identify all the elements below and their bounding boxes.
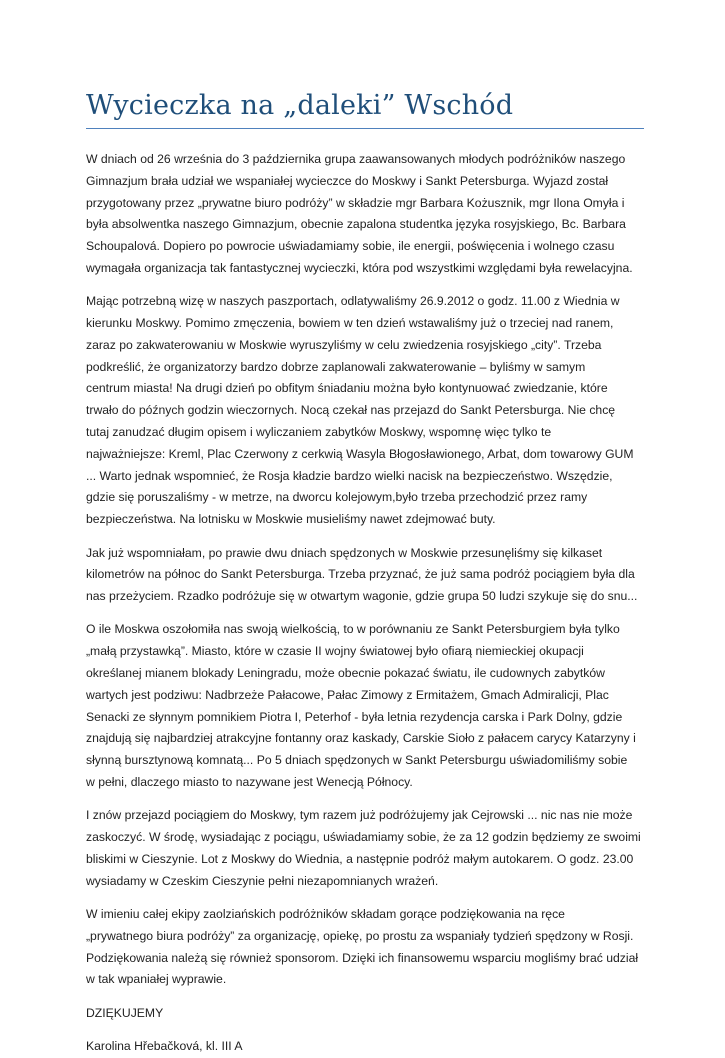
- text-line: I znów przejazd pociągiem do Moskwy, tym razem już podróżujemy jak Cejrowski ... nic nas nie może: [86, 808, 633, 823]
- text-line: tutaj zanudzać długim opisem i wyliczaniem zabytków Moskwy, wspomnę więc tylko te: [86, 425, 552, 440]
- paragraph-4: [86, 619, 641, 793]
- text-line: gdzie się poruszaliśmy - w metrze, na dworcu kolejowym,było trzeba przechodzić przez ramy: [86, 490, 588, 505]
- thanks-line: DZIĘKUJEMY: [86, 1005, 164, 1020]
- title-underline: [86, 128, 644, 129]
- text-line: przygotowany przez „prywatne biuro podróży” w składzie mgr Barbara Kożusznik, mgr Ilona Omyła i: [86, 195, 625, 210]
- text-line: była absolwentka naszego Gimnazjum, obecnie zapalona studentka języka rosyjskiego, Bc. Barbara: [86, 217, 626, 232]
- text-line: kilometrów na północ do Sankt Petersburga. Trzeba przyznać, że już sama podróż pociągiem była dla: [86, 567, 635, 582]
- text-line: podkreślić, że organizatorzy bardzo dobrze zaplanowali zakwaterowanie – byliśmy w samym: [86, 359, 586, 374]
- paragraph-5: [86, 805, 641, 892]
- text-line: bezpieczeństwa. Na lotnisku w Moskwie musieliśmy nawet zdejmować buty.: [86, 512, 496, 527]
- signature: Karolina Hřebačková, kl. III A: [86, 1038, 243, 1053]
- text-line: „prywatnego biura podróży” za organizację, opiekę, po prostu za wspaniały tydzień spędzony w Rosji.: [86, 928, 634, 943]
- text-line: trwało do późnych godzin wieczornych. Nocą czekał nas przejazd do Sankt Petersburga. Nie chcę: [86, 403, 616, 418]
- text-line: bliskimi w Cieszynie. Lot z Moskwy do Wiednia, a następnie podróż małym autokarem. O godz. 23.00: [86, 851, 634, 866]
- text-line: słynną bursztynową komnatą... Po 5 dniach spędzonych w Sankt Petersburgu uświadomiliśmy sobie: [86, 753, 628, 768]
- document-title: Wycieczka na „daleki” Wschód: [86, 90, 514, 121]
- text-line: nas przeżyciem. Rzadko podróżuje się w otwartym wagonie, gdzie grupa 50 ludzi szykuje się do snu...: [86, 589, 638, 604]
- text-line: ... Warto jednak wspomnieć, że Rosja kładzie bardzo wielki nacisk na bezpieczeństwo. Wszędzie,: [86, 468, 613, 483]
- text-line: w tak wpaniałej wyprawie.: [86, 972, 227, 987]
- text-line: Schoupalová. Dopiero po powrocie uświadamiamy sobie, ile energii, poświęcenia i wolnego czasu: [86, 239, 615, 254]
- text-line: „małą przystawką”. Miasto, które w czasie II wojny światowej było ofiarą niemieckiej okupacji: [86, 644, 584, 659]
- text-line: najważniejsze: Kreml, Plac Czerwony z cerkwią Wasyla Błogosławionego, Arbat, dom towarowy GUM: [86, 446, 634, 461]
- paragraph-3: [86, 543, 641, 608]
- text-line: znajdują się najbardziej atrakcyjne fontanny oraz kaskady, Carskie Sioło z pałacem carycy Katarzyny i: [86, 731, 636, 746]
- text-line: W imieniu całej ekipy zaolziańskich podróżników składam gorące podziękowania na ręce: [86, 907, 565, 921]
- text-line: zaraz po zakwaterowaniu w Moskwie wyruszyliśmy w celu zwiedzenia rosyjskiego „city”. Trzeba: [86, 337, 602, 352]
- text-line: w pełni, dlaczego miasto to nazywane jest Wenecją Północy.: [86, 775, 413, 790]
- text-line: Podziękowania należą się również sponsorom. Dzięki ich finansowemu wsparciu mogliśmy brać udział: [86, 950, 639, 965]
- text-line: Senacki ze słynnym pomnikiem Piotra I, Peterhof - była letnia rezydencja carska i Park Dolny, gdzie: [86, 709, 623, 724]
- text-line: wartych jest podziwu: Nadbrzeże Pałacowe, Pałac Zimowy z Ermitażem, Gmach Admiralicji, Plac: [86, 687, 609, 702]
- text-line: W dniach od 26 września do 3 października grupa zaawansowanych młodych podróżników naszego: [86, 152, 626, 166]
- paragraph-6: [86, 904, 641, 991]
- paragraph-1: [86, 149, 641, 280]
- text-line: określanej mianem blokady Leningradu, może obecnie pokazać światu, ile cudownych zabytków: [86, 666, 605, 681]
- text-line: kierunku Moskwy. Pomimo zmęczenia, bowiem w ten dzień wstawaliśmy już o trzeciej nad ranem,: [86, 316, 614, 331]
- text-line: zaskoczyć. W środę, wysiadając z pociągu, uświadamiamy sobie, że za 12 godzin będziemy ze swoimi: [86, 830, 641, 845]
- document-body: [86, 149, 641, 1058]
- text-line: centrum miasta! Na drugi dzień po obfitym śniadaniu można było kontynuować zwiedzanie, które: [86, 381, 608, 396]
- text-line: wymagała organizacja tak fantastycznej wycieczki, która pod wszystkimi względami była rewelacyjna.: [86, 260, 633, 275]
- text-line: Jak już wspomniałam, po prawie dwu dniach spędzonych w Moskwie przesunęliśmy się kilkaset: [86, 545, 603, 560]
- text-line: Mając potrzebną wizę w naszych paszportach, odlatywaliśmy 26.9.2012 o godz. 11.00 z Wiednia w: [86, 294, 620, 309]
- paragraph-2: [86, 291, 641, 531]
- text-line: Gimnazjum brała udział we wspaniałej wycieczce do Moskwy i Sankt Petersburga. Wyjazd został: [86, 173, 609, 188]
- text-line: O ile Moskwa oszołomiła nas swoją wielkością, to w porównaniu ze Sankt Petersburgiem była tylko: [86, 622, 620, 637]
- text-line: wysiadamy w Czeskim Cieszynie pełni niezapomnianych wrażeń.: [86, 873, 439, 888]
